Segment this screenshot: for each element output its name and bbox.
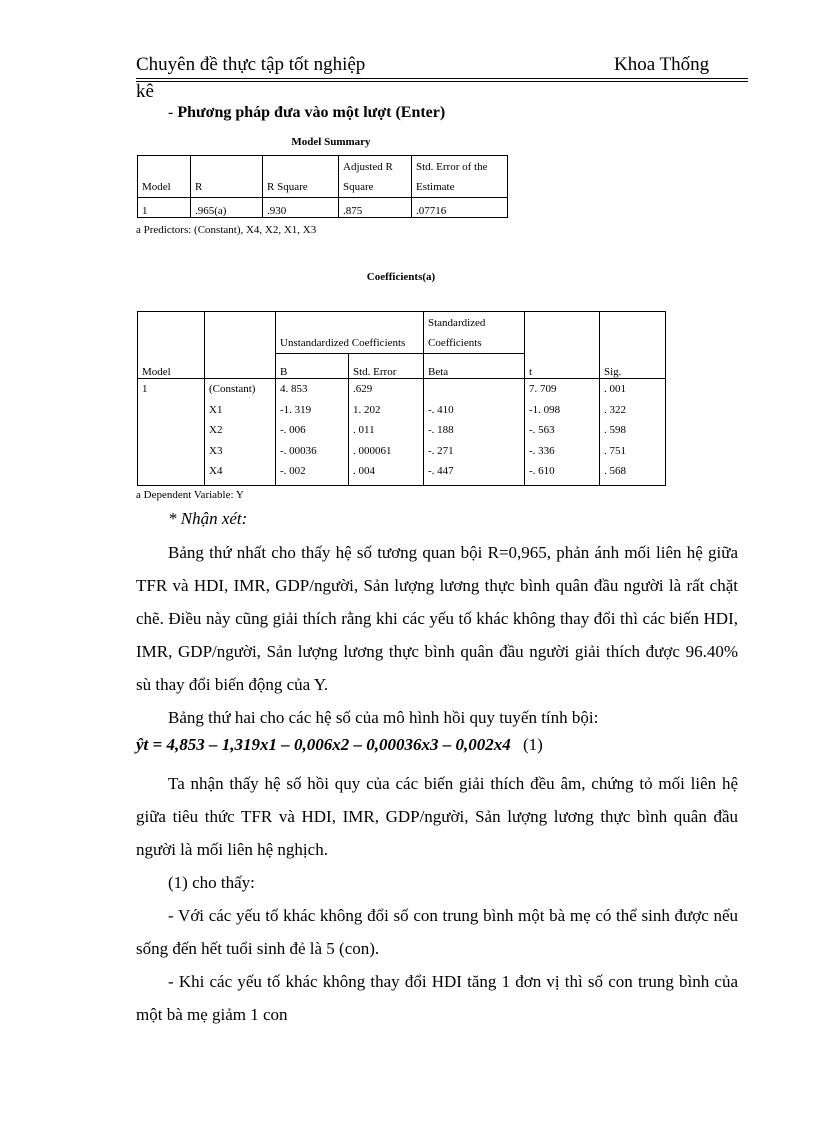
paragraph: Bảng thứ hai cho các hệ số của mô hình hồi quy tuyến tính bội:: [168, 708, 599, 727]
coef-t: -. 610: [529, 465, 555, 477]
header-left: Chuyên đề thực tập tốt nghiệp: [136, 54, 366, 75]
coef-sig: . 598: [604, 424, 626, 436]
ms-cell: .930: [263, 198, 339, 218]
coef-b: 4. 853: [280, 383, 308, 395]
paragraph: - Khi các yếu tố khác không thay đổi HDI tăng 1 đơn vị thì số con trung bình của một bà mẹ giảm 1 con: [136, 972, 738, 1024]
header-right: Khoa Thống: [614, 54, 710, 75]
coef-t: -. 336: [529, 444, 555, 457]
coef-col-sig: [600, 379, 666, 486]
ms-cell: .965(a): [191, 198, 263, 218]
ms-header-r: R: [191, 156, 263, 198]
coef-header-sig: Sig.: [600, 312, 666, 379]
coefficients-table: [137, 311, 666, 486]
coef-sig: . 568: [604, 465, 626, 477]
coef-se: . 004: [353, 465, 375, 477]
ms-header-se: Std. Error of the Estimate: [412, 156, 508, 198]
coefficients-title: Coefficients(a): [366, 271, 436, 283]
comment-label: * Nhận xét:: [168, 509, 248, 528]
coef-var: X2: [209, 424, 223, 436]
coef-beta: -. 188: [428, 424, 454, 436]
ms-cell: .07716: [412, 198, 508, 218]
coef-var: (Constant): [209, 383, 256, 395]
coef-col-var: [205, 379, 276, 486]
coef-model-num: 1: [138, 379, 205, 486]
table-row: [138, 379, 666, 486]
ms-header-model: Model: [138, 156, 191, 198]
coef-se: . 000061: [353, 444, 392, 457]
header-rule-2: [136, 81, 748, 82]
coef-header-unstd: Unstandardized Coefficients: [276, 312, 424, 354]
coef-col-t: [525, 379, 600, 486]
coef-beta: -. 410: [428, 403, 454, 416]
coef-header-beta: Beta: [424, 354, 525, 379]
equation-number: (1): [522, 735, 543, 754]
coef-se: .629: [353, 383, 373, 395]
coef-var: X4: [209, 465, 223, 477]
coef-header-se: Std. Error: [349, 354, 424, 379]
coef-sig: . 751: [604, 444, 626, 457]
paragraph: (1) cho thấy:: [168, 873, 255, 892]
coef-var: X3: [209, 444, 223, 457]
coef-se: . 011: [353, 424, 375, 436]
coef-se: 1. 202: [353, 403, 381, 416]
regression-equation: [136, 735, 543, 755]
ms-cell: .875: [339, 198, 412, 218]
model-summary-table: [137, 155, 508, 218]
body-block-1: [136, 536, 738, 734]
coef-header-model: Model: [138, 312, 205, 379]
ms-header-adj: Adjusted R Square: [339, 156, 412, 198]
coef-b: -. 006: [280, 424, 306, 436]
coef-header-t: t: [525, 312, 600, 379]
equation-formula: ŷt = 4,853 – 1,319x1 – 0,006x2 – 0,00036x3 – 0,002x4: [136, 735, 511, 754]
coef-t: 7. 709: [529, 383, 557, 395]
coef-b: -. 002: [280, 465, 306, 477]
coef-beta: -. 271: [428, 444, 454, 457]
model-summary-title: Model Summary: [291, 136, 371, 148]
coef-sig: . 001: [604, 383, 626, 395]
paragraph: Ta nhận thấy hệ số hồi quy của các biến giải thích đều âm, chứng tỏ mối liên hệ giữa tiêu thức TFR và HDI, IMR, GDP/người, Sản lượng lương thực bình quân đầu người là mối liên hệ nghịch.: [136, 774, 738, 859]
ms-header-rsquare: R Square: [263, 156, 339, 198]
coef-beta: -. 447: [428, 465, 454, 477]
coef-b: -1. 319: [280, 403, 312, 416]
coef-var: X1: [209, 403, 223, 416]
method-prefix: -: [168, 104, 178, 121]
method-title: Phương pháp đưa vào một lượt (Enter): [177, 104, 446, 121]
coef-header-blank: [205, 312, 276, 379]
coef-col-se: [349, 379, 424, 486]
coef-t: -. 563: [529, 424, 555, 436]
coef-b: -. 00036: [280, 444, 317, 457]
paragraph: - Với các yếu tố khác không đổi số con trung bình một bà mẹ có thể sinh được nếu sống đến hết tuổi sinh đẻ là 5 (con).: [136, 906, 738, 958]
coef-col-b: [276, 379, 349, 486]
header-rule: [136, 78, 748, 79]
paragraph: Bảng thứ nhất cho thấy hệ số tương quan bội R=0,965, phản ánh mối liên hệ giữa TFR và HDI, IMR, GDP/người, Sản lượng lương thực bình quân đầu người là rất chặt chẽ. Điều này cũng giải thích rằng khi các yếu tố khác không thay đổi thì các biến HDI, IMR, GDP/người, Sản lượng lương thực bình quân đầu người giải thích được 96.40% sù thay đổi biến động của Y.: [136, 543, 738, 694]
coef-t: -1. 098: [529, 403, 561, 416]
method-heading: [168, 104, 445, 122]
ms-cell: 1: [138, 198, 191, 218]
coef-sig: . 322: [604, 403, 626, 416]
model-summary-footnote: a Predictors: (Constant), X4, X2, X1, X3: [136, 224, 317, 236]
table-row: [138, 198, 508, 218]
coef-col-beta: [424, 379, 525, 486]
body-block-2: [136, 767, 738, 1031]
coef-header-b: B: [276, 354, 349, 379]
coefficients-footnote: a Dependent Variable: Y: [136, 489, 244, 501]
coef-beta: [428, 379, 520, 400]
header-continuation: kê: [136, 81, 154, 102]
coef-header-std: Standardized Coefficients: [424, 312, 525, 354]
